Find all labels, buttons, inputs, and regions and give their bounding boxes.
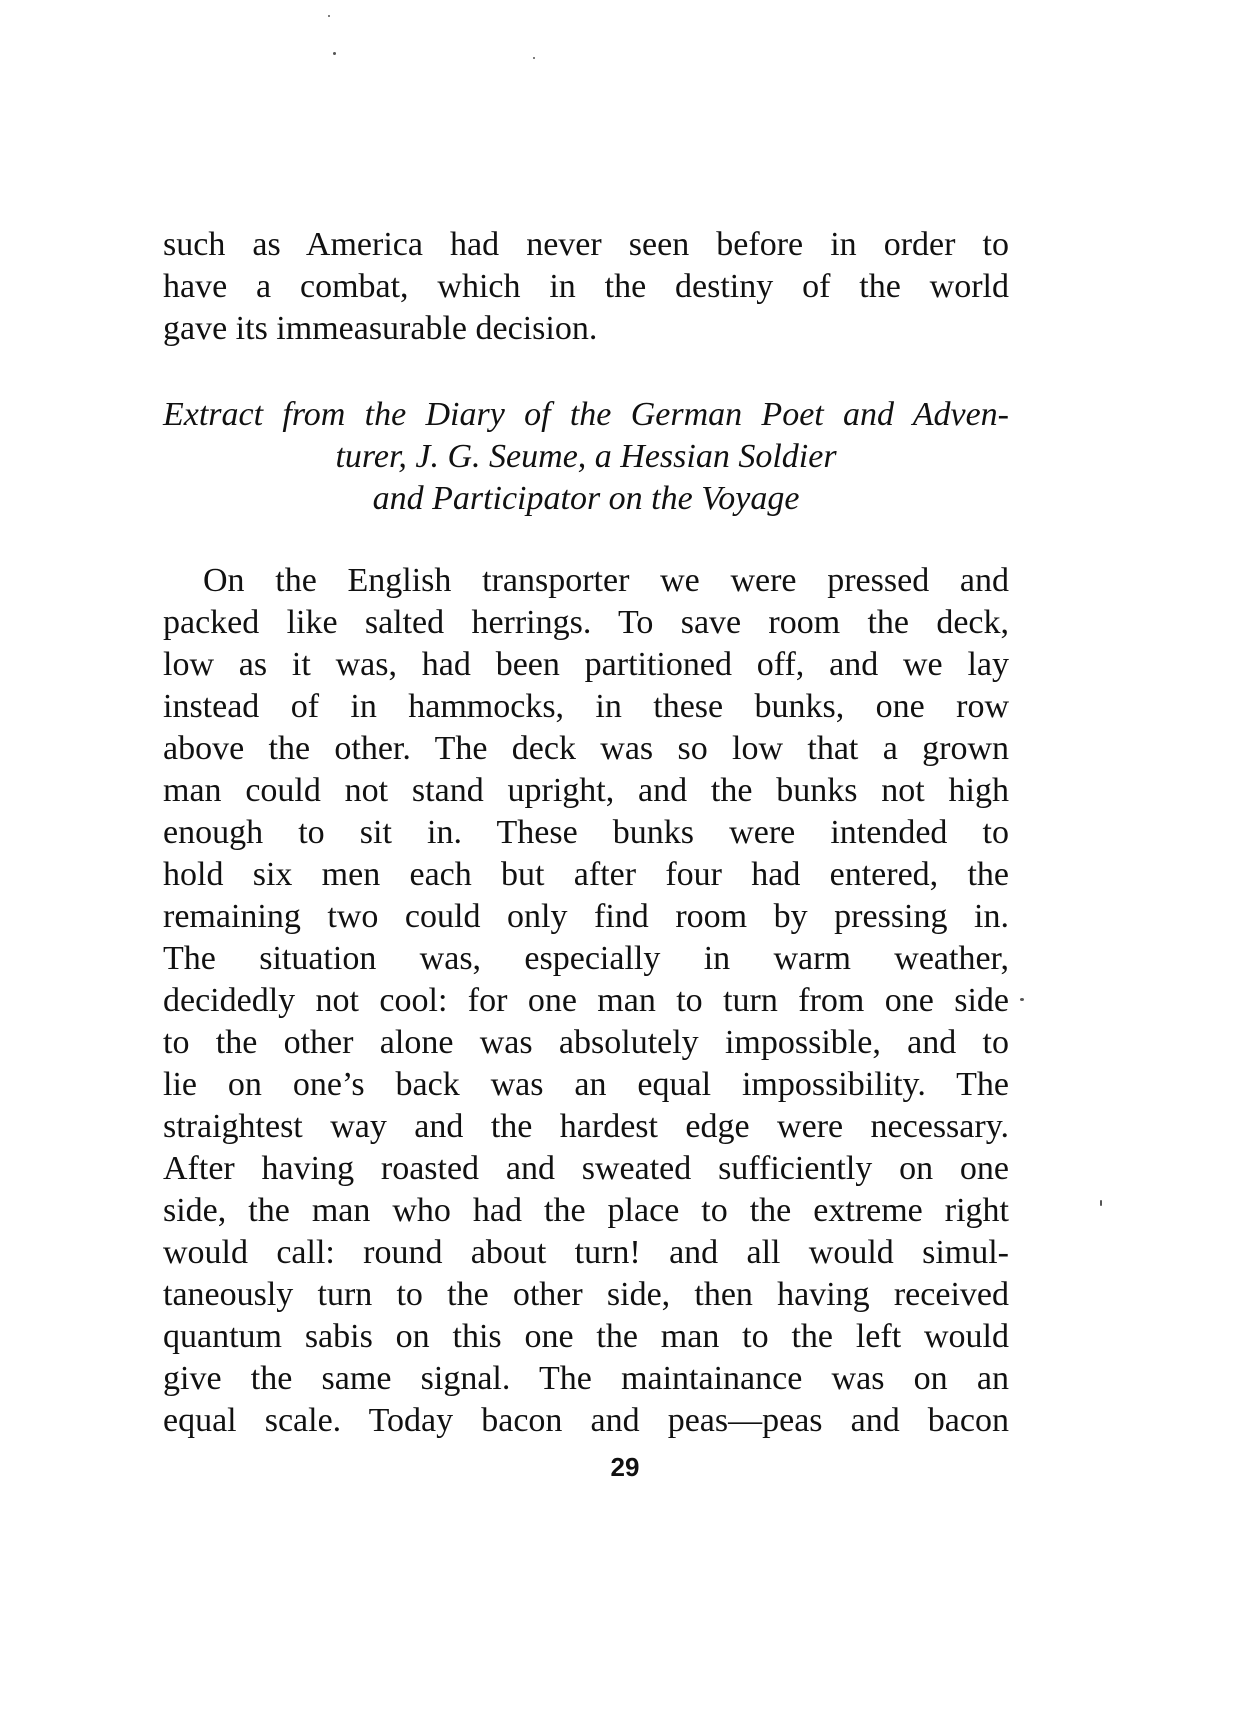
text-line: above the other. The deck was so low that a grown [163, 730, 1009, 767]
text-line: On the English transporter we were pressed and [203, 562, 1009, 599]
text-line: equal scale. Today bacon and peas—peas and bacon [163, 1402, 1009, 1439]
text-line: straightest way and the hardest edge were necessary. [163, 1108, 1009, 1145]
text-line: lie on one’s back was an equal impossibility. The [163, 1066, 1009, 1103]
heading-line: turer, J. G. Seume, a Hessian Soldier [335, 438, 837, 475]
text-line: man could not stand upright, and the bunks not high [163, 772, 1009, 809]
text-line: such as America had never seen before in order to [163, 226, 1009, 263]
heading-line: and Participator on the Voyage [372, 480, 800, 517]
text-line: side, the man who had the place to the extreme right [163, 1192, 1009, 1229]
scan-speck [333, 52, 336, 55]
text-line: to the other alone was absolutely impossible, and to [163, 1024, 1009, 1061]
page-number: 29 [610, 1452, 640, 1482]
text-line: After having roasted and sweated sufficiently on one [163, 1150, 1009, 1187]
text-line: give the same signal. The maintainance was on an [163, 1360, 1009, 1397]
text-line: would call: round about turn! and all would simul- [163, 1234, 1009, 1271]
text-line: instead of in hammocks, in these bunks, one row [163, 688, 1009, 725]
text-line: low as it was, had been partitioned off, and we lay [163, 646, 1009, 683]
scan-speck [1020, 998, 1024, 1001]
scan-speck [1100, 1200, 1102, 1206]
text-line: packed like salted herrings. To save room the deck, [163, 604, 1009, 641]
text-line: have a combat, which in the destiny of the world [163, 268, 1009, 305]
text-line: decidedly not cool: for one man to turn from one side [163, 982, 1009, 1019]
heading-line: Extract from the Diary of the German Poet and Adven- [163, 396, 1009, 433]
text-line: hold six men each but after four had entered, the [163, 856, 1009, 893]
text-line: The situation was, especially in warm weather, [163, 940, 1009, 977]
text-line: enough to sit in. These bunks were intended to [163, 814, 1009, 851]
scan-speck [533, 57, 535, 59]
text-line: gave its immeasurable decision. [163, 310, 598, 347]
text-line: quantum sabis on this one the man to the left would [163, 1318, 1009, 1355]
text-line: taneously turn to the other side, then having received [163, 1276, 1009, 1313]
text-line: remaining two could only find room by pressing in. [163, 898, 1009, 935]
scan-speck [328, 15, 330, 17]
